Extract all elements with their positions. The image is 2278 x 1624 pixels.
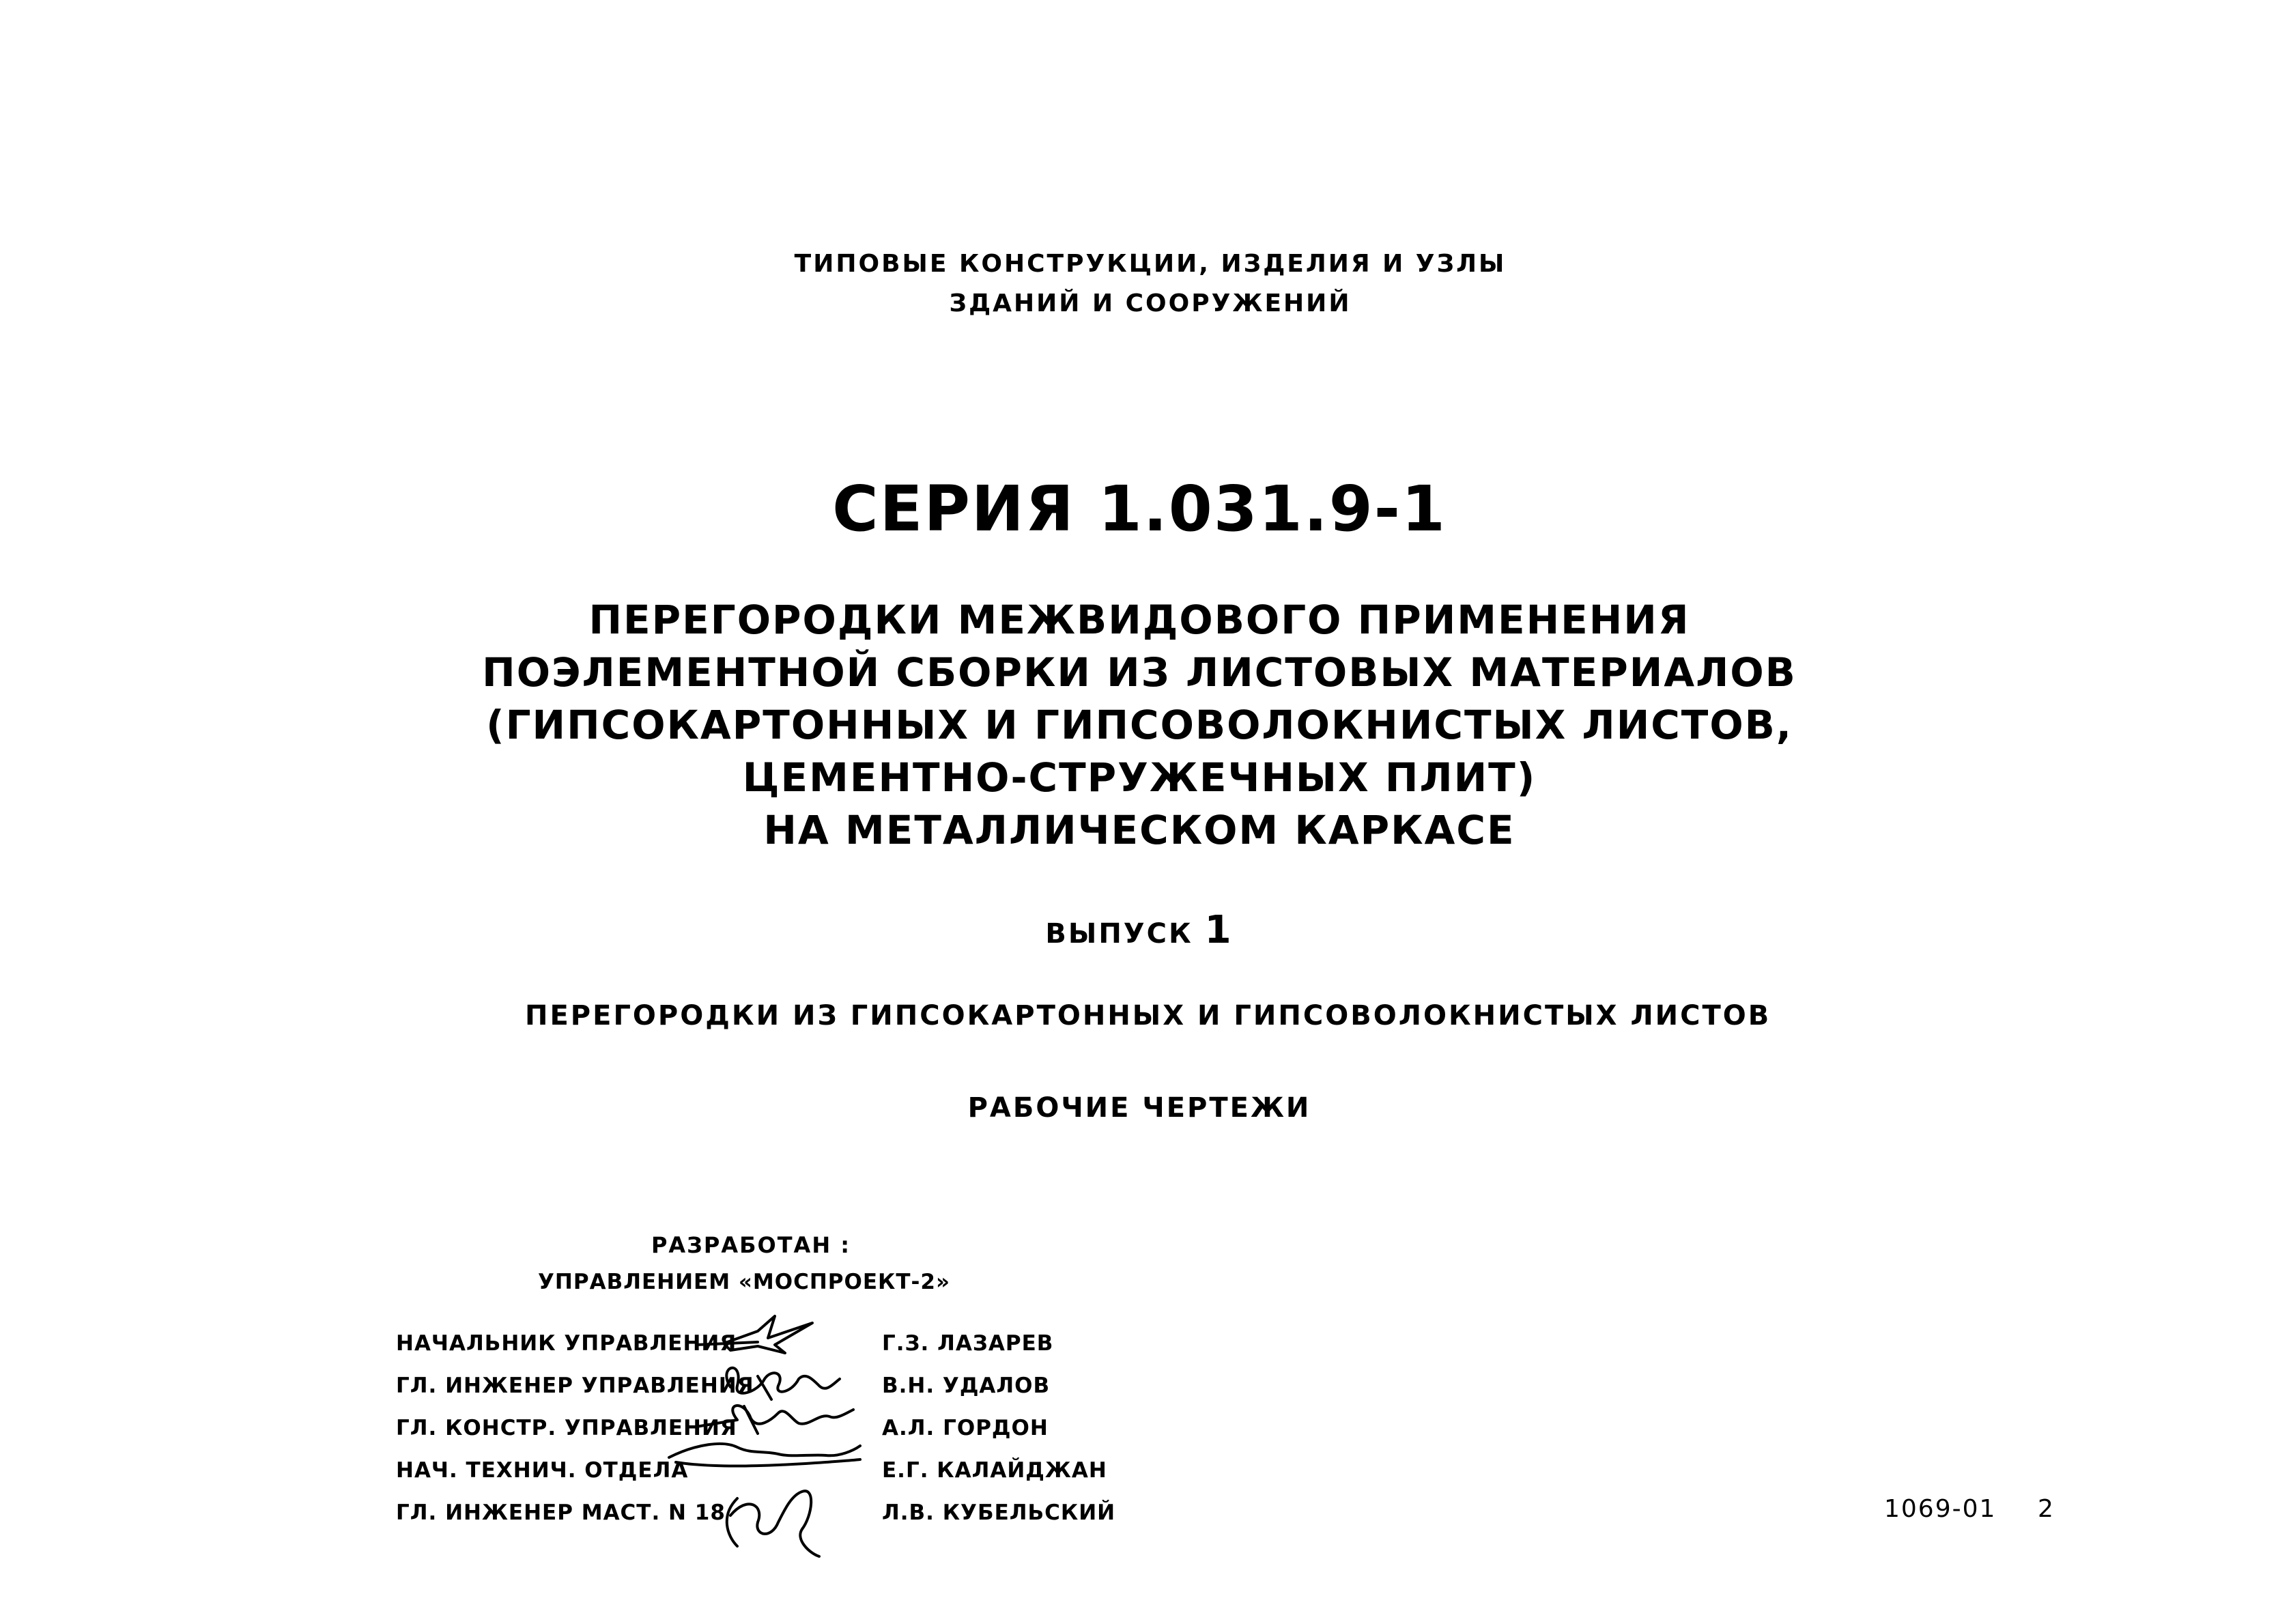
signatory-name: А.Л. ГОРДОН <box>882 1416 1049 1440</box>
title-line-1: ПЕРЕГОРОДКИ МЕЖВИДОВОГО ПРИМЕНЕНИЯ <box>588 597 1690 643</box>
signatory-role: ГЛ. ИНЖЕНЕР УПРАВЛЕНИЯ <box>396 1373 754 1398</box>
signature-2 <box>726 1368 840 1393</box>
signature-1 <box>724 1316 812 1353</box>
signatory-role: НАЧ. ТЕХНИЧ. ОТДЕЛА <box>396 1458 689 1483</box>
document-title <box>457 594 1822 857</box>
document-code: 1069-01 <box>1884 1495 1997 1523</box>
signatory-role: ГЛ. КОНСТР. УПРАВЛЕНИЯ <box>396 1416 737 1440</box>
signatory-role: ГЛ. ИНЖЕНЕР МАСТ. N 18 <box>396 1500 726 1525</box>
handwritten-signatures <box>655 1311 887 1570</box>
issue-label: ВЫПУСК <box>1045 918 1193 950</box>
developed-label: РАЗРАБОТАН : <box>651 1232 851 1258</box>
signatory-name: Л.В. КУБЕЛЬСКИЙ <box>882 1500 1116 1525</box>
working-drawings-label: РАБОЧИЕ ЧЕРТЕЖИ <box>967 1092 1311 1124</box>
title-line-5: НА МЕТАЛЛИЧЕСКОМ КАРКАСЕ <box>763 807 1515 853</box>
series-title: СЕРИЯ 1.031.9-1 <box>832 472 1447 545</box>
issue-number: 1 <box>1204 908 1234 952</box>
signatory-role: НАЧАЛЬНИК УПРАВЛЕНИЯ <box>396 1331 737 1356</box>
developer-organization: УПРАВЛЕНИЕМ «МОСПРОЕКТ-2» <box>538 1270 950 1294</box>
issue <box>866 908 1412 952</box>
header-line-2: ЗДАНИЙ И СООРУЖЕНИЙ <box>949 289 1352 317</box>
signatory-name: Е.Г. КАЛАЙДЖАН <box>882 1458 1107 1483</box>
signature-5 <box>727 1491 819 1556</box>
signatory-name: В.Н. УДАЛОВ <box>882 1373 1051 1398</box>
page-number: 2 <box>2038 1495 2053 1523</box>
signature-4 <box>669 1444 860 1466</box>
signatory-name: Г.З. ЛАЗАРЕВ <box>882 1331 1054 1356</box>
header-line-1: ТИПОВЫЕ КОНСТРУКЦИИ, ИЗДЕЛИЯ И УЗЛЫ <box>794 250 1507 278</box>
title-line-2: ПОЭЛЕМЕНТНОЙ СБОРКИ ИЗ ЛИСТОВЫХ МАТЕРИАЛОВ <box>482 649 1797 696</box>
title-line-3: (ГИПСОКАРТОННЫХ И ГИПСОВОЛОКНИСТЫХ ЛИСТОВ, <box>486 702 1793 748</box>
signature-3 <box>696 1406 853 1427</box>
title-line-4: ЦЕМЕНТНО-СТРУЖЕЧНЫХ ПЛИТ) <box>742 754 1537 801</box>
subtitle: ПЕРЕГОРОДКИ ИЗ ГИПСОКАРТОННЫХ И ГИПСОВОЛОКНИСТЫХ ЛИСТОВ <box>525 1000 1771 1031</box>
